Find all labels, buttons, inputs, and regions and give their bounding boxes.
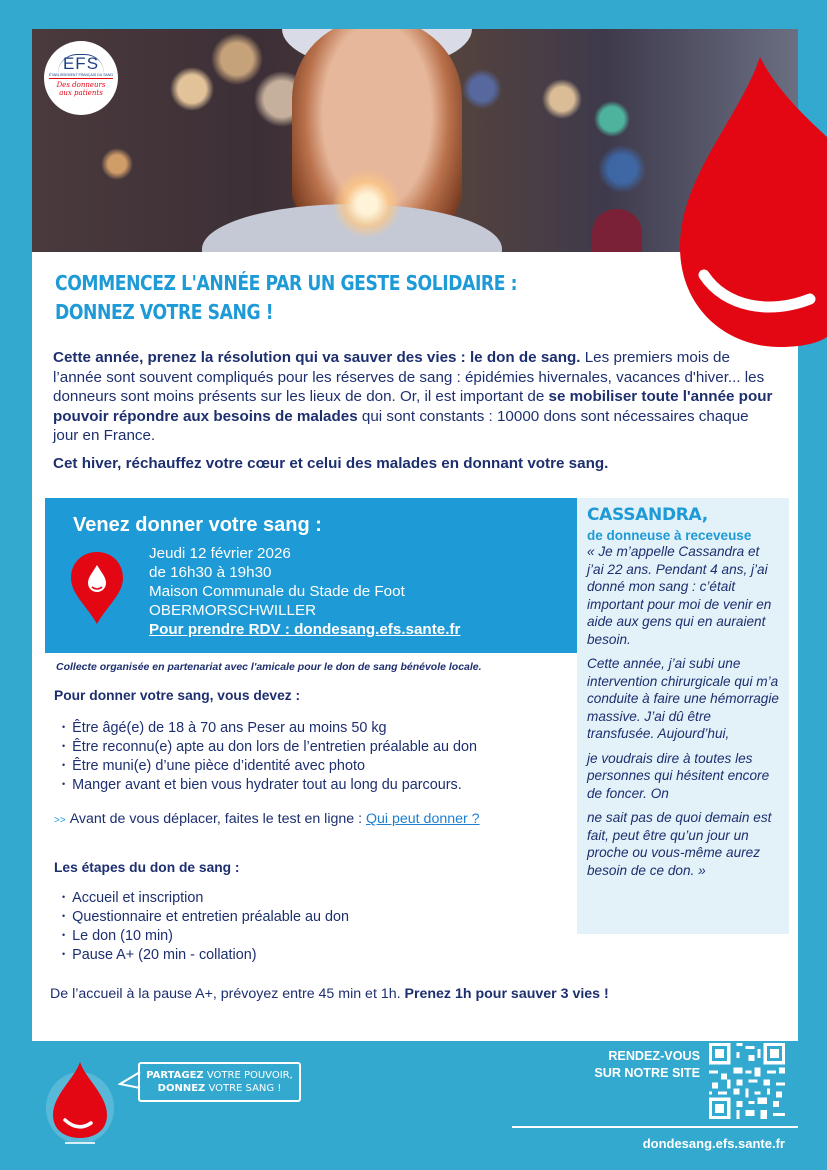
blood-drop-icon: [680, 57, 827, 347]
efs-logo: [44, 41, 118, 115]
cta-line-2: SUR NOTRE SITE: [594, 1066, 700, 1080]
double-arrow-icon: >>: [54, 815, 66, 826]
list-item: • Être muni(e) d’une pièce d’identité avec photo: [62, 757, 477, 776]
efs-logo-subtitle: ÉTABLISSEMENT FRANÇAIS DU SANG: [48, 72, 114, 77]
qr-code-icon[interactable]: [709, 1043, 785, 1119]
testimonial-box: [577, 498, 789, 934]
headline-line1: COMMENCEZ L'ANNÉE PAR UN GESTE SOLIDAIRE :: [55, 271, 518, 295]
headline-line2: DONNEZ VOTRE SANG !: [55, 300, 274, 324]
online-test-text: Avant de vous déplacer, faites le test en ligne :: [69, 811, 366, 827]
testimonial-name: CASSANDRA,: [587, 505, 708, 525]
efs-tagline-line1: Des donneurs: [56, 80, 106, 89]
list-item: • Accueil et inscription: [62, 889, 349, 908]
photo-mitten: [592, 209, 642, 252]
intro-text-1: Les premiers mois de l’année sont souvent compliqués pour les réserves de sang : épidémies hivernales, vacances d'hiver... les donneurs sont moins présents sur les lieux de don. Or, il est important de: [53, 349, 765, 405]
slogan-bubble: [118, 1062, 302, 1102]
list-item: • Être âgé(e) de 18 à 70 ans Peser au moins 50 kg: [62, 719, 477, 738]
efs-logo-letters: EFS: [58, 54, 104, 73]
event-venue: Maison Communale du Stade de Foot: [149, 583, 405, 600]
list-item: • Être reconnu(e) apte au don lors de l’entretien préalable au don: [62, 738, 477, 757]
intro-text-2: qui sont constants : 10000 dons sont nécessaires chaque jour en France.: [53, 407, 749, 444]
event-details: [149, 544, 460, 639]
requirements-list: [62, 719, 477, 795]
closing-bold: Prenez 1h pour sauver 3 vies !: [404, 986, 609, 1002]
efs-tagline-line2: aux patients: [59, 88, 103, 97]
closing-line: [50, 986, 609, 1002]
rdv-link[interactable]: Pour prendre RDV : dondesang.efs.sante.fr: [149, 621, 461, 638]
intro-text: [53, 348, 773, 473]
list-item: • Pause A+ (20 min - collation): [62, 946, 349, 965]
intro-paragraph-2: [53, 454, 773, 474]
list-item: • Manger avant et bien vous hydrater tout au long du parcours.: [62, 776, 477, 795]
list-item: • Le don (10 min): [62, 927, 349, 946]
event-box: [45, 498, 577, 653]
steps-title: Les étapes du don de sang :: [54, 860, 240, 875]
event-date: Jeudi 12 février 2026: [149, 545, 291, 562]
footer-cta: [560, 1048, 700, 1082]
testimonial-role: de donneuse à receveuse: [587, 528, 752, 543]
event-title: Venez donner votre sang :: [73, 514, 322, 536]
page-title: [55, 269, 517, 327]
intro-bold-2: se mobiliser toute l'année pour pouvoir répondre aux besoins de malades: [53, 388, 773, 425]
closing-text: De l’accueil à la pause A+, prévoyez entre 45 min et 1h.: [50, 986, 405, 1002]
slogan-bold-1: PARTAGEZ: [146, 1070, 204, 1081]
list-item: • Questionnaire et entretien préalable au don: [62, 908, 349, 927]
cta-line-1: RENDEZ-VOUS: [608, 1049, 700, 1063]
slogan-text-2: VOTRE SANG !: [205, 1083, 282, 1094]
slogan-text-1: VOTRE POUVOIR,: [203, 1070, 293, 1081]
quote-paragraph: « Je m’appelle Cassandra et j’ai 22 ans. Pendant 4 ans, j’ai donné mon sang : c’était important pour moi de venir en aide aux gens qui en auraient besoin.: [587, 544, 772, 647]
event-time: de 16h30 à 19h30: [149, 564, 272, 581]
efs-logo-tagline: [57, 81, 106, 97]
steps-list: [62, 889, 349, 965]
blood-drop-mascot-icon: [45, 1060, 115, 1145]
location-pin-icon: [69, 550, 125, 626]
intro-bold-1: Cette année, prenez la résolution qui va sauver des vies : le don de sang.: [53, 349, 581, 366]
requirements-title: Pour donner votre sang, vous devez :: [54, 688, 301, 703]
intro-paragraph-1: [53, 348, 773, 446]
event-town: OBERMORSCHWILLER: [149, 602, 317, 619]
quote-paragraph: je voudrais dire à toutes les personnes qui hésitent encore de foncer. On: [587, 750, 770, 801]
slogan-text: [138, 1062, 301, 1102]
slogan-bold-2: DONNEZ: [157, 1083, 206, 1094]
eligibility-test-link[interactable]: Qui peut donner ?: [365, 811, 480, 827]
testimonial-quote: [587, 543, 779, 879]
quote-paragraph: Cette année, j’ai subi une intervention chirurgicale qui m’a conduite à faire une hémorragie massive. J’ai dû être transfusée. Aujourd’hui,: [587, 656, 779, 741]
footer-divider: [512, 1126, 798, 1128]
quote-paragraph: ne sait pas de quoi demain est fait, peut être qu’un jour un proche ou vous-même aurez besoin de ce don. »: [587, 810, 772, 878]
intro-bold-3: Cet hiver, réchauffez votre cœur et celui des malades en donnant votre sang.: [53, 454, 609, 472]
photo-sparkler: [332, 169, 402, 239]
footer-website-link[interactable]: dondesang.efs.sante.fr: [642, 1136, 785, 1151]
partnership-note: Collecte organisée en partenariat avec l'amicale pour le don de sang bénévole locale.: [56, 661, 482, 673]
online-test-line: [54, 811, 480, 827]
